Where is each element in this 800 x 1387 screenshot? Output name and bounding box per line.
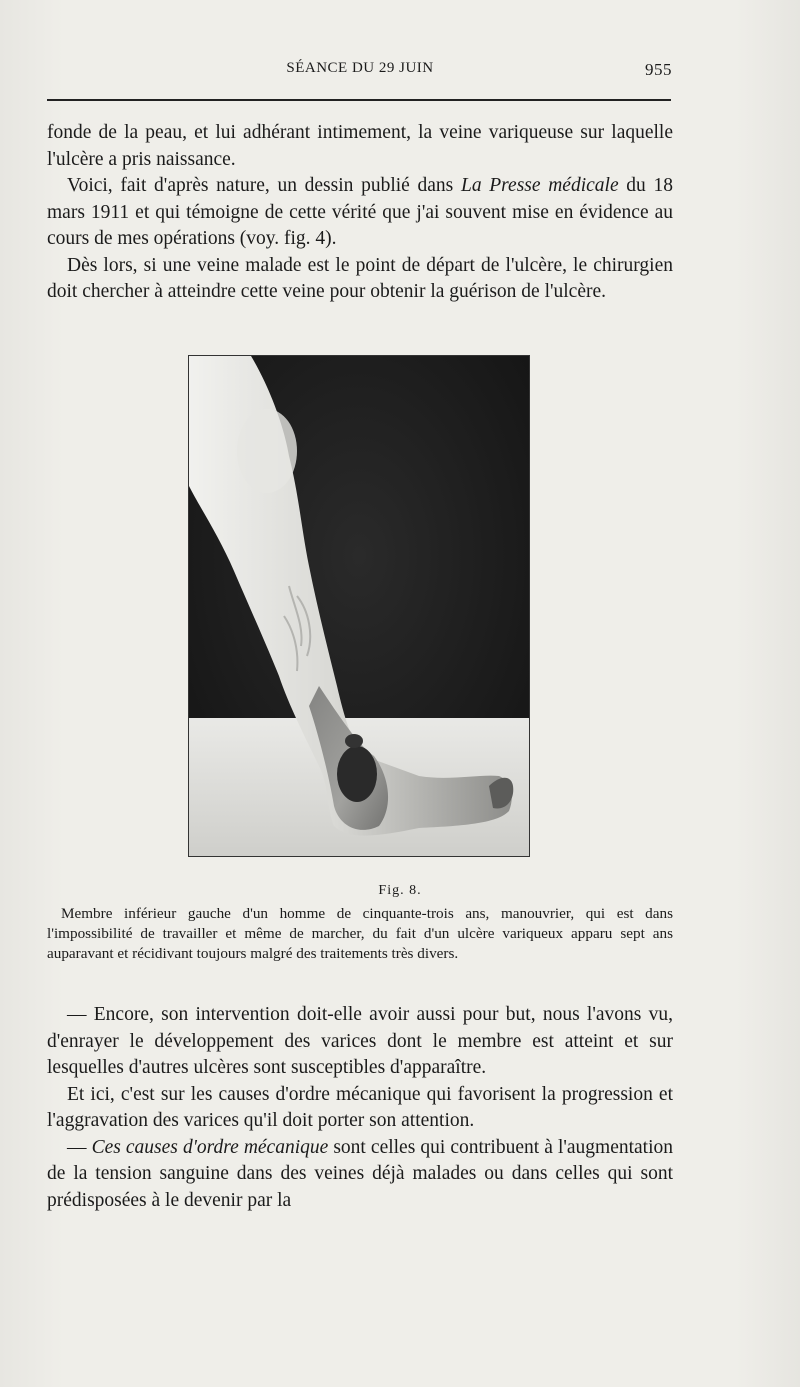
paragraph-continuation: fonde de la peau, et lui adhérant intimement, la veine variqueuse sur laquelle l'ulcère a pris naissance. [47,122,673,170]
paragraph-encore: — Encore, son intervention doit-elle avoir aussi pour but, nous l'avons vu, d'enrayer le développement des varices dont le membre est atteint et sur lesquelles d'autres ulcères sont susceptibles d'apparaître. [47,1004,673,1078]
knee-highlight [237,409,297,493]
journal-title: La Presse médicale [460,175,619,196]
running-title: SÉANCE DU 29 JUIN [286,60,434,76]
paragraph-et-ici: Et ici, c'est sur les causes d'ordre mécanique qui favorisent la progression et l'aggravation des varices qu'il doit porter son attention. [47,1083,673,1131]
page-number: 955 [645,60,672,79]
paragraph-voici-end: du 18 mars 1911 et qui témoigne de cette vérité que j'ai souvent mise en évidence au cours de mes opérations (voy. fig. 4). [47,175,673,249]
leg-photograph [189,356,529,856]
ulcer-lesion [337,746,377,802]
body-text-bottom [47,1002,673,1214]
ulcer-upper-spot [345,734,363,748]
header-rule [47,99,671,101]
figure-label: Fig. 8. [378,883,422,898]
running-head [48,60,672,84]
italic-phrase: Ces causes d'ordre mécanique [91,1136,329,1158]
body-text-top [47,120,673,306]
paragraph-ces-causes-end: sont celles qui contribuent à l'augmentation de la tension sanguine dans des veines déjà malades ou dans celles qui sont prédisposées à le devenir par la [47,1136,674,1211]
paragraph-ces-causes [47,1135,673,1215]
paragraph-voici [47,173,673,253]
dash-prefix: — [67,1136,92,1158]
paragraph-des-lors: Dès lors, si une veine malade est le point de départ de l'ulcère, le chirurgien doit chercher à atteindre cette veine pour obtenir la guérison de l'ulcère. [47,254,673,302]
figure-caption-text: Membre inférieur gauche d'un homme de cinquante-trois ans, manouvrier, qui est dans l'impossibilité de travailler et même de marcher, du fait d'un ulcère variqueux apparu sept ans auparavant et récidivant toujours malgré des traitements très divers. [47,905,673,962]
figure-photograph [188,355,530,857]
paragraph-voici-start: Voici, fait d'après nature, un dessin publié dans [67,175,461,196]
figure-caption [47,904,673,964]
